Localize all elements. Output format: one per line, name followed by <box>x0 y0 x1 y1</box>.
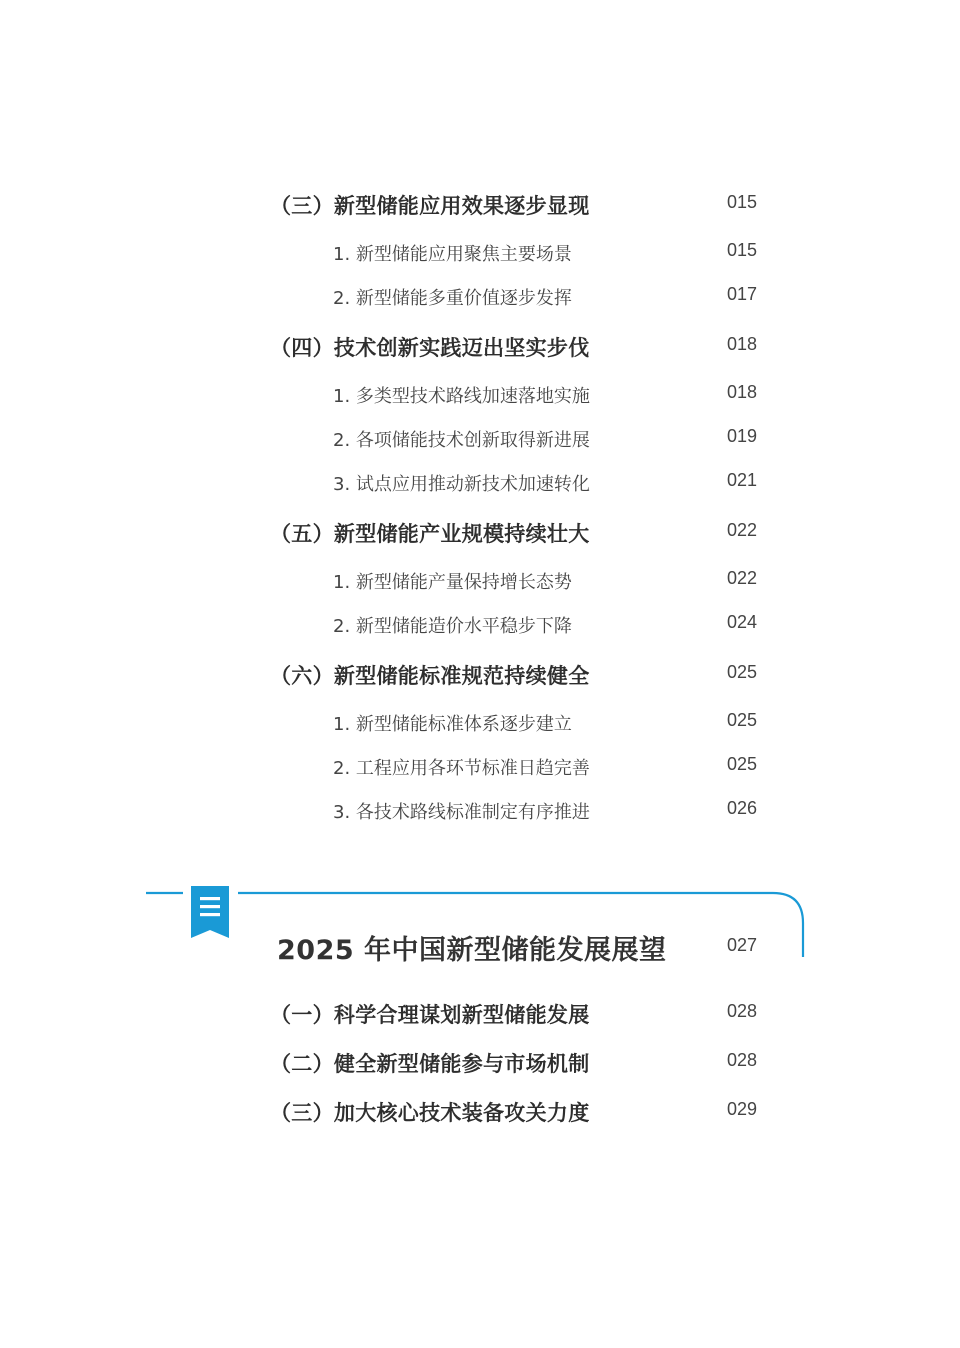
toc-section-title: （三）加大核心技术装备攻关力度 <box>270 1101 590 1125</box>
toc-page-number: 018 <box>727 334 758 354</box>
toc-page-number: 026 <box>727 798 758 818</box>
toc-section-title: （二）健全新型储能参与市场机制 <box>270 1052 590 1076</box>
toc-item-title: 3. 各技术路线标准制定有序推进 <box>333 802 590 823</box>
toc-page-number: 022 <box>727 568 758 588</box>
toc-item-title: 2. 各项储能技术创新取得新进展 <box>333 430 590 451</box>
toc-page-number: 015 <box>727 240 758 260</box>
toc-section-title: （五）新型储能产业规模持续壮大 <box>270 522 590 546</box>
toc-item-title: 2. 新型储能造价水平稳步下降 <box>333 616 572 637</box>
toc-item-title: 1. 新型储能产量保持增长态势 <box>333 572 572 593</box>
toc-page-number: 022 <box>727 520 758 540</box>
toc-page-number: 018 <box>727 382 758 402</box>
toc-page-number: 017 <box>727 284 758 304</box>
toc-section-title: （一）科学合理谋划新型储能发展 <box>270 1003 590 1027</box>
toc-page-number: 025 <box>727 754 758 774</box>
toc-item-title: 1. 新型储能应用聚焦主要场景 <box>333 244 572 265</box>
toc-page-number: 019 <box>727 426 758 446</box>
toc-section-title: （四）技术创新实践迈出坚实步伐 <box>270 336 590 360</box>
toc-page-number: 025 <box>727 710 758 730</box>
toc-page-number: 029 <box>727 1099 758 1119</box>
toc-section-title: （三）新型储能应用效果逐步显现 <box>270 194 590 218</box>
toc-item-title: 1. 新型储能标准体系逐步建立 <box>333 714 572 735</box>
toc-item-title: 2. 工程应用各环节标准日趋完善 <box>333 758 590 779</box>
toc-page-number: 028 <box>727 1001 758 1021</box>
chapter-title: 2025 年中国新型储能发展展望 <box>277 935 667 966</box>
toc-item-title: 2. 新型储能多重价值逐步发挥 <box>333 288 572 309</box>
toc-page-number: 024 <box>727 612 758 632</box>
toc-item-title: 1. 多类型技术路线加速落地实施 <box>333 386 590 407</box>
toc-item-title: 3. 试点应用推动新技术加速转化 <box>333 474 590 495</box>
toc-page-number: 028 <box>727 1050 758 1070</box>
toc-section-title: （六）新型储能标准规范持续健全 <box>270 664 590 688</box>
toc-page-number: 015 <box>727 192 758 212</box>
bookmark-icon <box>191 886 229 938</box>
chapter-page-number: 027 <box>727 935 758 955</box>
toc-page-number: 021 <box>727 470 758 490</box>
toc-page-number: 025 <box>727 662 758 682</box>
